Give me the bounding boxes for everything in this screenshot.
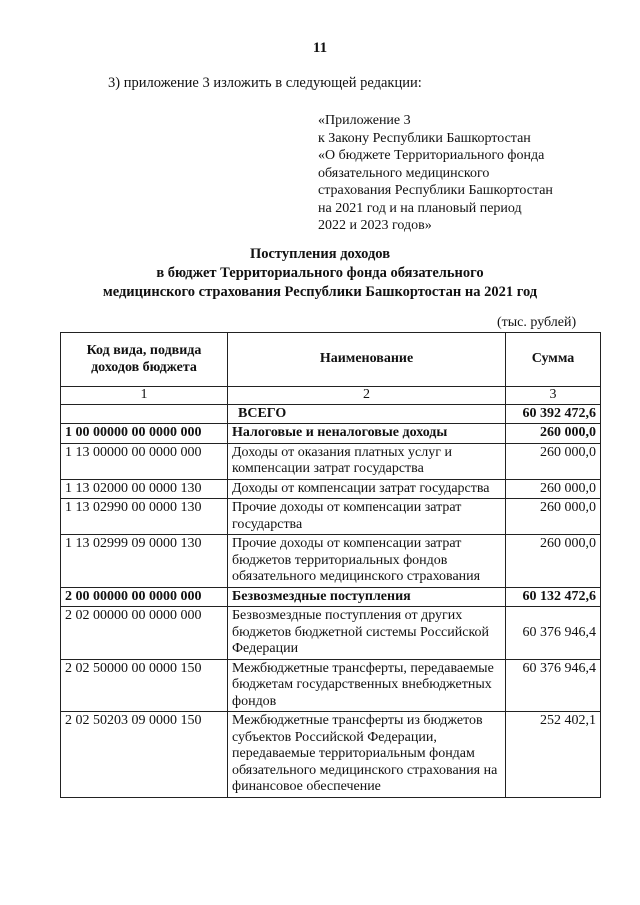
table-row [61,424,601,444]
header-name: Наименование [228,333,506,387]
row-code: 1 00 00000 00 0000 000 [61,424,228,444]
title-line: Поступления доходов [249,246,391,262]
appendix-line: на 2021 год и на плановый период [318,200,522,216]
table-row [61,479,601,499]
row-amount: 60 392 472,6 [506,404,601,424]
title-line: в бюджет Территориального фонда обязательного [156,265,484,281]
table-row [61,535,601,588]
row-name: Безвозмездные поступления [228,587,506,607]
title-line: медицинского страхования Республики Башкортостан на 2021 год [102,284,538,300]
table-row [61,607,601,660]
table-row [61,404,601,424]
row-code: 1 13 00000 00 0000 000 [61,443,228,479]
document-title [0,245,640,302]
table-row [61,659,601,712]
appendix-line: «О бюджете Территориального фонда [318,148,545,163]
row-amount: 260 000,0 [506,443,601,479]
table-header-row [61,333,601,387]
intro-text: 3) приложение 3 изложить в следующей редакции: [108,75,422,91]
row-code: 1 13 02990 00 0000 130 [61,499,228,535]
units-label: (тыс. рублей) [497,315,577,330]
row-code: 2 02 00000 00 0000 000 [61,607,228,660]
column-index: 2 [228,387,506,405]
row-name: Межбюджетные трансферты, передаваемые бюджетам государственных внебюджетных фондов [228,659,506,712]
row-amount: 260 000,0 [506,499,601,535]
income-table [60,332,601,798]
row-code [61,404,228,424]
table-row [61,499,601,535]
row-name: Доходы от оказания платных услуг и компенсации затрат государства [228,443,506,479]
row-name: Прочие доходы от компенсации затрат государства [228,499,506,535]
row-amount: 260 000,0 [506,424,601,444]
appendix-line: 2022 и 2023 годов» [318,218,432,233]
table-row [61,712,601,798]
row-code: 2 02 50000 00 0000 150 [61,659,228,712]
appendix-line: к Закону Республики Башкортостан [318,130,531,146]
appendix-line: «Приложение 3 [318,113,411,128]
row-name: Прочие доходы от компенсации затрат бюджетов территориальных фондов обязательного медицинского страхования [228,535,506,588]
row-amount: 60 376 946,4 [506,607,601,660]
appendix-line: страхования Республики Башкортостан [318,183,553,198]
row-name: ВСЕГО [228,404,506,424]
row-name: Межбюджетные трансферты из бюджетов субъектов Российской Федерации, передаваемые территориальным фондам обязательного медицинского страхования на финансовое обеспечение [228,712,506,798]
column-index-row [61,387,601,405]
appendix-reference [318,112,553,235]
table-row [61,443,601,479]
table-row [61,587,601,607]
row-code: 1 13 02000 00 0000 130 [61,479,228,499]
page-number: 11 [312,40,328,56]
row-code: 1 13 02999 09 0000 130 [61,535,228,588]
column-index: 1 [61,387,228,405]
row-name: Налоговые и неналоговые доходы [228,424,506,444]
header-amount: Сумма [506,333,601,387]
column-index: 3 [506,387,601,405]
header-code: Код вида, подвида доходов бюджета [61,333,228,387]
row-amount: 60 376 946,4 [506,659,601,712]
row-amount: 252 402,1 [506,712,601,798]
row-name: Доходы от компенсации затрат государства [228,479,506,499]
appendix-line: обязательного медицинского [318,165,490,181]
row-amount: 260 000,0 [506,479,601,499]
row-amount: 260 000,0 [506,535,601,588]
row-code: 2 02 50203 09 0000 150 [61,712,228,798]
row-code: 2 00 00000 00 0000 000 [61,587,228,607]
row-name: Безвозмездные поступления от других бюджетов бюджетной системы Российской Федерации [228,607,506,660]
row-amount: 60 132 472,6 [506,587,601,607]
